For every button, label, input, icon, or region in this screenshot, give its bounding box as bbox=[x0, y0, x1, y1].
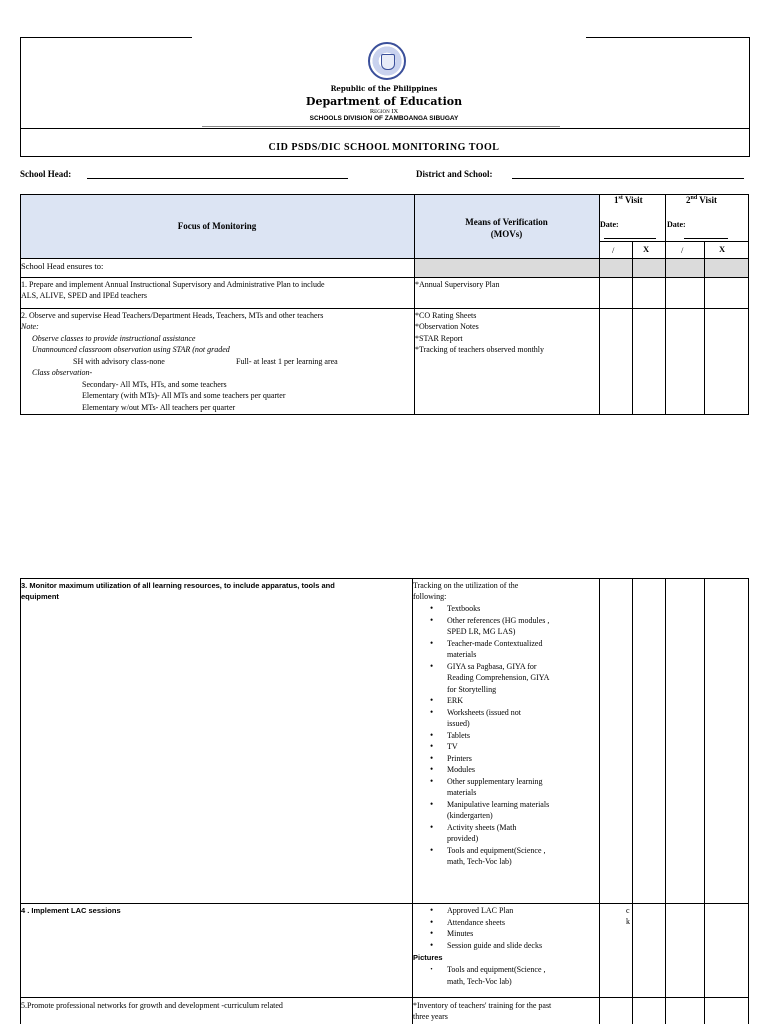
list-item: • Tablets bbox=[413, 730, 549, 742]
row2-class-observation: Class observation- bbox=[32, 368, 93, 377]
department-name: Department of Education bbox=[305, 95, 463, 108]
tool-title: CID PSDS/DIC SCHOOL MONITORING TOOL bbox=[268, 142, 500, 153]
list-item: • Approved LAC Plan bbox=[413, 905, 542, 917]
visit-1-date-label: Date: bbox=[600, 220, 619, 229]
visit-1-cross-header: X bbox=[643, 244, 650, 254]
row2-observe: Observe classes to provide instructional assistance bbox=[32, 334, 196, 343]
list-item: • Tools and equipment(Science , math, Tech-Voc lab) bbox=[413, 845, 549, 868]
list-item: • Other supplementary learning materials bbox=[413, 776, 549, 799]
list-item: • Manipulative learning materials (kindergarten) bbox=[413, 799, 549, 822]
row2-mov-1: *CO Rating Sheets bbox=[415, 311, 477, 320]
list-item: • Textbooks bbox=[413, 603, 549, 615]
row4-focus: 4 . Implement LAC sessions bbox=[21, 906, 121, 915]
list-item: • Minutes bbox=[413, 928, 542, 940]
row4-stray-char-2: k bbox=[626, 917, 630, 926]
row1-focus-line2: ALS, ALIVE, SPED and IPEd teachers bbox=[21, 291, 147, 300]
row3-resource-list bbox=[413, 603, 549, 868]
row3-mov-intro-1: Tracking on the utilization of the bbox=[413, 581, 519, 590]
row3-focus-line1: 3. Monitor maximum utilization of all learning resources, to include apparatus, tools and bbox=[21, 581, 335, 590]
list-item: • Other references (HG modules , SPED LR, MG LAS) bbox=[413, 615, 549, 638]
row2-note-label: Note: bbox=[21, 322, 39, 331]
header-top-rule-left bbox=[20, 37, 192, 38]
row5-focus: 5.Promote professional networks for growth and development -curriculum related bbox=[21, 1001, 283, 1010]
visit-2-date-label: Date: bbox=[667, 220, 686, 229]
row2-elem-with-mts: Elementary (with MTs)- All MTs and some teachers per quarter bbox=[82, 391, 286, 400]
row2-mov-4: *Tracking of teachers observed monthly bbox=[415, 345, 545, 354]
list-item: · Tools and equipment(Science , math, Tech-Voc lab) bbox=[413, 964, 546, 987]
list-item: • Worksheets (issued not issued) bbox=[413, 707, 549, 730]
focus-header: Focus of Monitoring bbox=[177, 221, 257, 231]
row3-mov-intro-2: following: bbox=[413, 592, 447, 601]
list-item: • TV bbox=[413, 741, 549, 753]
row1-mov: *Annual Supervisory Plan bbox=[415, 280, 500, 289]
list-item: • Teacher-made Contextualized materials bbox=[413, 638, 549, 661]
row2-elem-without-mts: Elementary w/out MTs- All teachers per quarter bbox=[82, 403, 236, 412]
visit-1-header: 1st Visit bbox=[614, 195, 643, 205]
row2-mov-2: *Observation Notes bbox=[415, 322, 479, 331]
republic-line: Republic of the Philippines bbox=[330, 84, 438, 93]
header-bottom-rule bbox=[20, 156, 750, 157]
school-head-field[interactable] bbox=[87, 178, 348, 179]
district-school-field[interactable] bbox=[512, 178, 744, 179]
district-school-label: District and School: bbox=[416, 169, 493, 179]
section-label: School Head ensures to: bbox=[21, 261, 104, 271]
letterhead-rule bbox=[202, 126, 560, 127]
section-shaded-cell bbox=[414, 258, 748, 277]
visit-2-check-header: / bbox=[681, 245, 684, 255]
list-item: • Attendance sheets bbox=[413, 917, 542, 929]
row2-sh-advisory: SH with advisory class-none bbox=[73, 357, 165, 366]
mov-header-line1: Means of Verification bbox=[465, 217, 548, 227]
visit-2-header: 2nd Visit bbox=[686, 195, 717, 205]
list-item: • Session guide and slide decks bbox=[413, 940, 542, 952]
division-line: SCHOOLS DIVISION OF ZAMBOANGA SIBUGAY bbox=[309, 115, 459, 122]
row2-secondary: Secondary- All MTs, HTs, and some teachers bbox=[82, 380, 227, 389]
region-line: Region IX bbox=[369, 108, 399, 115]
row4-pictures-label: Pictures bbox=[413, 953, 443, 962]
row1-focus-line1: 1. Prepare and implement Annual Instructional Supervisory and Administrative Plan to include bbox=[21, 280, 325, 289]
list-item: • ERK bbox=[413, 695, 549, 707]
row4-sub-list bbox=[413, 964, 546, 987]
visit-1-check-header: / bbox=[612, 245, 615, 255]
mov-header-line2: (MOVs) bbox=[490, 229, 523, 239]
row4-mov-list bbox=[413, 905, 542, 951]
row2-focus-main: 2. Observe and supervise Head Teachers/Department Heads, Teachers, MTs and other teachers bbox=[21, 311, 324, 320]
header-divider bbox=[20, 128, 750, 129]
row2-unannounced: Unannounced classroom observation using STAR (not graded bbox=[32, 345, 230, 354]
list-item: • Activity sheets (Math provided) bbox=[413, 822, 549, 845]
row2-full: Full- at least 1 per learning area bbox=[236, 357, 338, 366]
visit-1-date-field[interactable] bbox=[604, 238, 656, 239]
row3-focus-line2: equipment bbox=[21, 592, 59, 601]
list-item: • GIYA sa Pagbasa, GIYA for Reading Comprehension, GIYA for Storytelling bbox=[413, 661, 549, 696]
row5-mov-line2: three years bbox=[413, 1012, 448, 1021]
row4-stray-char-1: c bbox=[626, 906, 630, 915]
visit-2-cross-header: X bbox=[719, 244, 726, 254]
row5-mov-line1: *Inventory of teachers' training for the past bbox=[413, 1001, 552, 1010]
school-head-label: School Head: bbox=[20, 169, 72, 179]
list-item: • Printers bbox=[413, 753, 549, 765]
visit-2-date-field[interactable] bbox=[684, 238, 728, 239]
row2-mov-3: *STAR Report bbox=[415, 334, 463, 343]
list-item: • Modules bbox=[413, 764, 549, 776]
header-top-rule-right bbox=[586, 37, 749, 38]
deped-seal-icon bbox=[368, 42, 406, 80]
